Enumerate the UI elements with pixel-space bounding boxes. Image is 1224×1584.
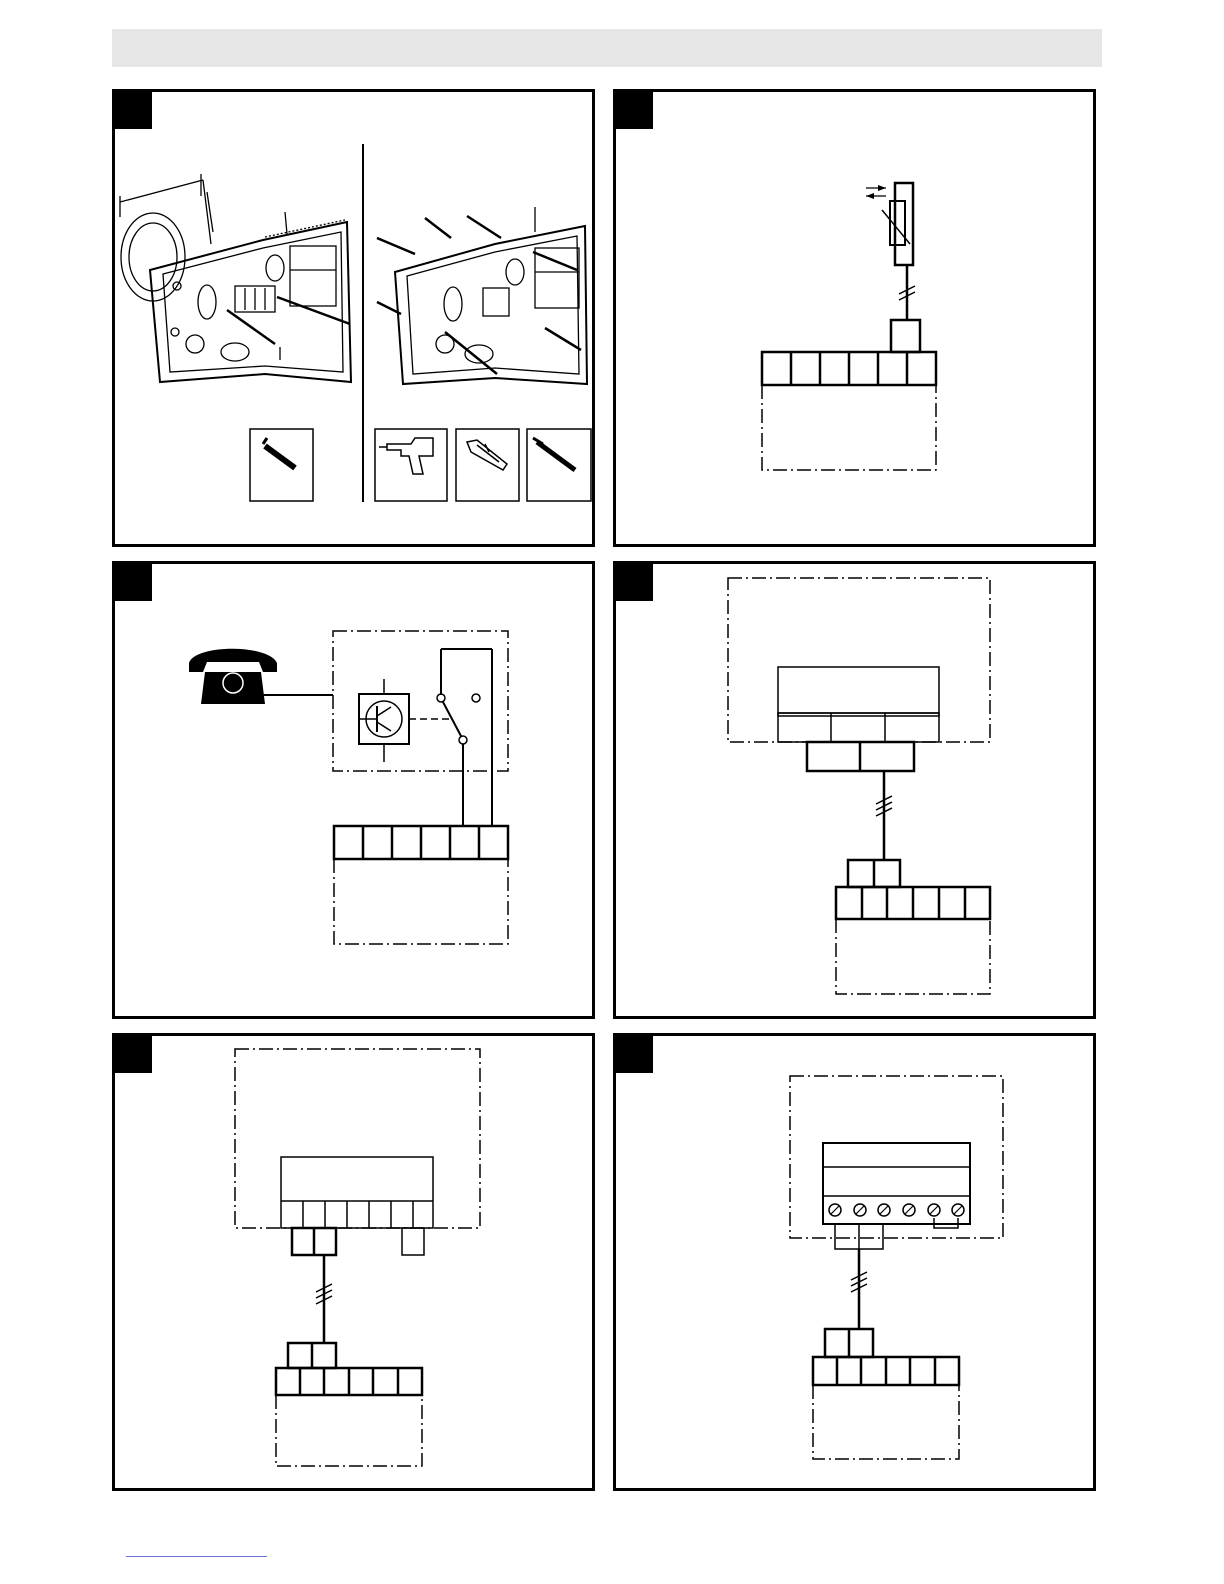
wood-screw-icon <box>533 438 575 470</box>
footer-link-line[interactable] <box>126 1556 267 1557</box>
unit-wiring-diagram-b <box>115 1036 598 1494</box>
unit-wiring-diagram-a <box>616 564 1099 1022</box>
drill-icon <box>379 438 433 474</box>
relay-contact-icon <box>437 649 492 826</box>
sensor-wiring-diagram <box>616 92 1099 550</box>
panel-unit-wiring-b <box>112 1033 595 1491</box>
transistor-icon <box>359 701 402 737</box>
wall-plug-icon <box>467 440 507 470</box>
panel-sensor-wiring <box>613 89 1096 547</box>
panel-telephone-wiring <box>112 561 595 1019</box>
mounting-illustration <box>115 92 598 550</box>
panel-unit-wiring-a <box>613 561 1096 1019</box>
telephone-wiring-diagram <box>115 564 598 1022</box>
header-band <box>112 29 1102 67</box>
panel-unit-wiring-c <box>613 1033 1096 1491</box>
screw-icon <box>263 438 295 468</box>
unit-wiring-diagram-c <box>616 1036 1099 1494</box>
panel-mounting <box>112 89 595 547</box>
